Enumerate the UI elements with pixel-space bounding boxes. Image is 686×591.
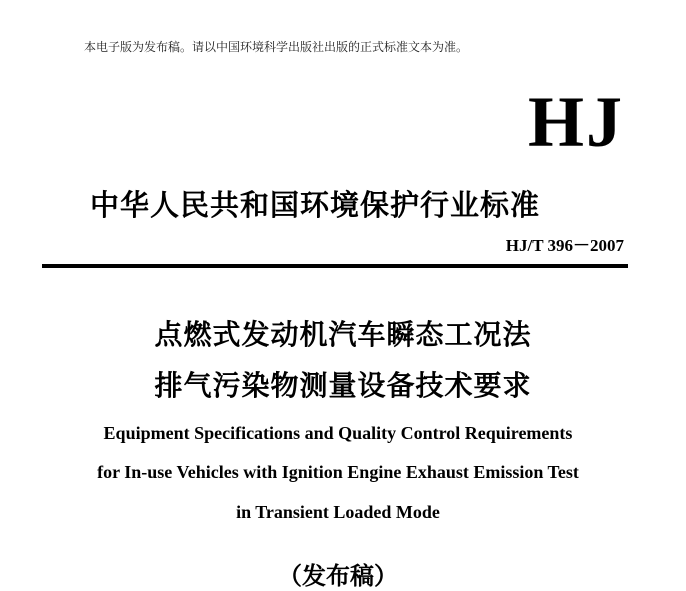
chinese-title-line-1: 点燃式发动机汽车瞬态工况法	[154, 318, 532, 351]
english-title-line-3: in Transient Loaded Mode	[236, 502, 440, 522]
document-status: （发布稿）	[278, 562, 398, 590]
standard-code-mark: HJ	[527, 82, 624, 162]
standard-category-title: 中华人民共和国环境保护行业标准	[90, 188, 541, 222]
header-divider	[42, 264, 628, 268]
chinese-title-line-2: 排气污染物测量设备技术要求	[154, 369, 532, 402]
publication-notice: 本电子版为发布稿。请以中国环境科学出版社出版的正式标准文本为准。	[84, 40, 469, 54]
english-title-line-1: Equipment Specifications and Quality Control Requirements	[103, 423, 573, 443]
english-title-line-2: for In-use Vehicles with Ignition Engine Exhaust Emission Test	[97, 462, 579, 482]
standard-number: HJ/T 396－2007	[505, 236, 624, 255]
